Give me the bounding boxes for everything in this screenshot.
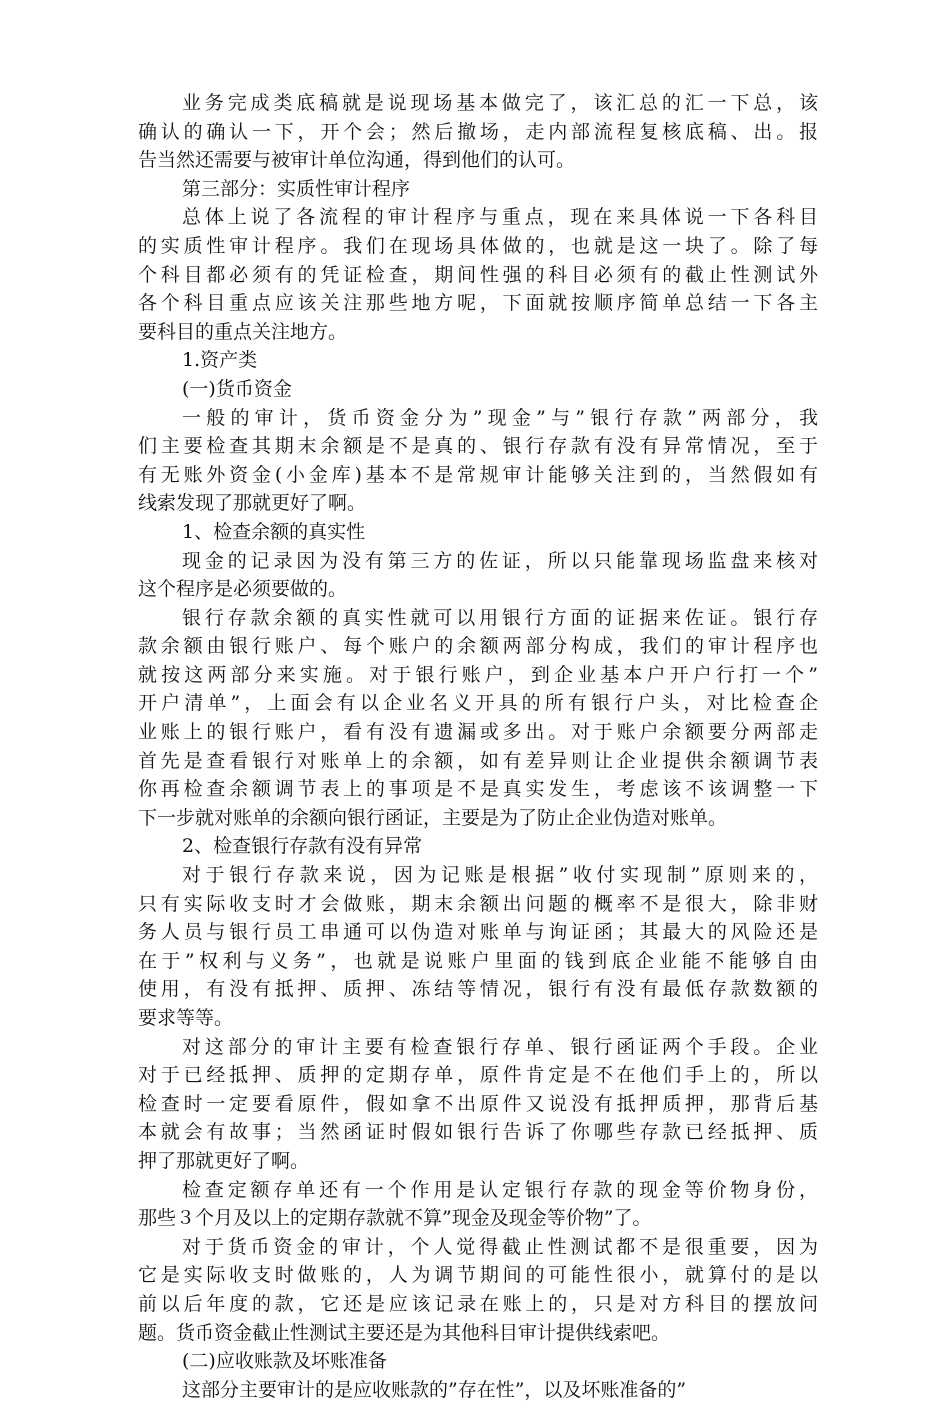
text-line: 一般的审计，货币资金分为”现金”与”银行存款”两部分，我: [182, 406, 818, 429]
subheading: (二)应收账款及坏账准备: [182, 1350, 387, 1373]
subheading: (一)货币资金: [182, 377, 292, 400]
text-line: 在于”权利与义务”，也就是说账户里面的钱到底企业能不能够自由: [138, 949, 818, 972]
text-line: 银行存款余额的真实性就可以用银行方面的证据来佐证。银行存: [182, 606, 818, 629]
text-line: 告当然还需要与被审计单位沟通，得到他们的认可。: [138, 149, 576, 172]
text-line: 只有实际收支时才会做账，期末余额出问题的概率不是很大，除非财: [138, 892, 818, 915]
text-line: 的实质性审计程序。我们在现场具体做的，也就是这一块了。除了每: [138, 234, 818, 257]
text-line: 线索发现了那就更好了啊。: [138, 492, 367, 515]
text-line: 那些３个月及以上的定期存款就不算”现金及现金等价物”了。: [138, 1207, 652, 1230]
text-line: 要求等等。: [138, 1007, 234, 1029]
document-body: [138, 89, 818, 1404]
text-line: 开户清单”，上面会有以企业名义开具的所有银行户头，对比检查企: [138, 692, 818, 715]
text-line: 使用，有没有抵押、质押、冻结等情况，银行有没有最低存款数额的: [138, 978, 818, 1001]
text-line: 就按这两部分来实施。对于银行账户，到企业基本户开户行打一个”: [138, 663, 818, 686]
text-line: 首先是查看银行对账单上的余额，如有差异则让企业提供余额调节表: [138, 749, 818, 772]
text-line: 对于货币资金的审计，个人觉得截止性测试都不是很重要，因为: [182, 1235, 818, 1258]
text-line: 这部分主要审计的是应收账款的”存在性”，以及坏账准备的”: [182, 1378, 687, 1401]
text-line: 下一步就对账单的余额向银行函证，主要是为了防止企业伪造对账单。: [138, 806, 728, 829]
subheading: 2、检查银行存款有没有异常: [182, 835, 423, 858]
text-line: 有无账外资金(小金库)基本不是常规审计能够关注到的，当然假如有: [138, 463, 818, 486]
text-line: 你再检查余额调节表上的事项是不是真实发生，考虑该不该调整一下: [138, 778, 818, 801]
text-line: 款余额由银行账户、每个账户的余额两部分构成，我们的审计程序也: [138, 635, 818, 658]
text-line: 业账上的银行账户，看有没有遗漏或多出。对于账户余额要分两部走: [138, 721, 818, 744]
text-line: 现金的记录因为没有第三方的佐证，所以只能靠现场监盘来核对: [182, 549, 818, 572]
text-line: 题。货币资金截止性测试主要还是为其他科目审计提供线索吧。: [138, 1321, 671, 1344]
subheading: 1、检查余额的真实性: [182, 520, 366, 543]
text-line: 对于已经抵押、质押的定期存单，原件肯定是不在他们手上的，所以: [138, 1064, 818, 1087]
text-line: 对于银行存款来说，因为记账是根据”收付实现制”原则来的，: [182, 864, 818, 887]
text-line: 检查时一定要看原件，假如拿不出原件又说没有抵押质押，那背后基: [138, 1092, 818, 1115]
text-line: 务人员与银行员工串通可以伪造对账单与询证函；其最大的风险还是: [138, 921, 818, 944]
text-line: 检查定额存单还有一个作用是认定银行存款的现金等价物身份，: [182, 1178, 818, 1201]
subheading: 1.资产类: [182, 349, 258, 372]
text-line: 要科目的重点关注地方。: [138, 320, 348, 343]
text-line: 各个科目重点应该关注那些地方呢，下面就按顺序简单总结一下各主: [138, 292, 818, 315]
text-line: 业务完成类底稿就是说现场基本做完了，该汇总的汇一下总，该: [182, 92, 818, 114]
text-line: 前以后年度的款，它还是应该记录在账上的，只是对方科目的摆放问: [138, 1292, 818, 1315]
text-line: 本就会有故事；当然函证时假如银行告诉了你哪些存款已经抵押、质: [138, 1121, 818, 1144]
text-line: 总体上说了各流程的审计程序与重点，现在来具体说一下各科目: [182, 206, 818, 229]
text-line: 个科目都必须有的凭证检查，期间性强的科目必须有的截止性测试外: [138, 263, 818, 286]
text-line: 它是实际收支时做账的，人为调节期间的可能性很小，就算付的是以: [138, 1264, 818, 1287]
section-heading: 第三部分：实质性审计程序: [182, 177, 411, 200]
text-line: 确认的确认一下，开个会；然后撤场，走内部流程复核底稿、出。报: [138, 120, 818, 143]
text-line: 对这部分的审计主要有检查银行存单、银行函证两个手段。企业: [182, 1035, 818, 1058]
text-line: 们主要检查其期末余额是不是真的、银行存款有没有异常情况，至于: [138, 435, 818, 458]
text-line: 这个程序是必须要做的。: [138, 578, 348, 601]
text-line: 押了那就更好了啊。: [138, 1149, 310, 1172]
